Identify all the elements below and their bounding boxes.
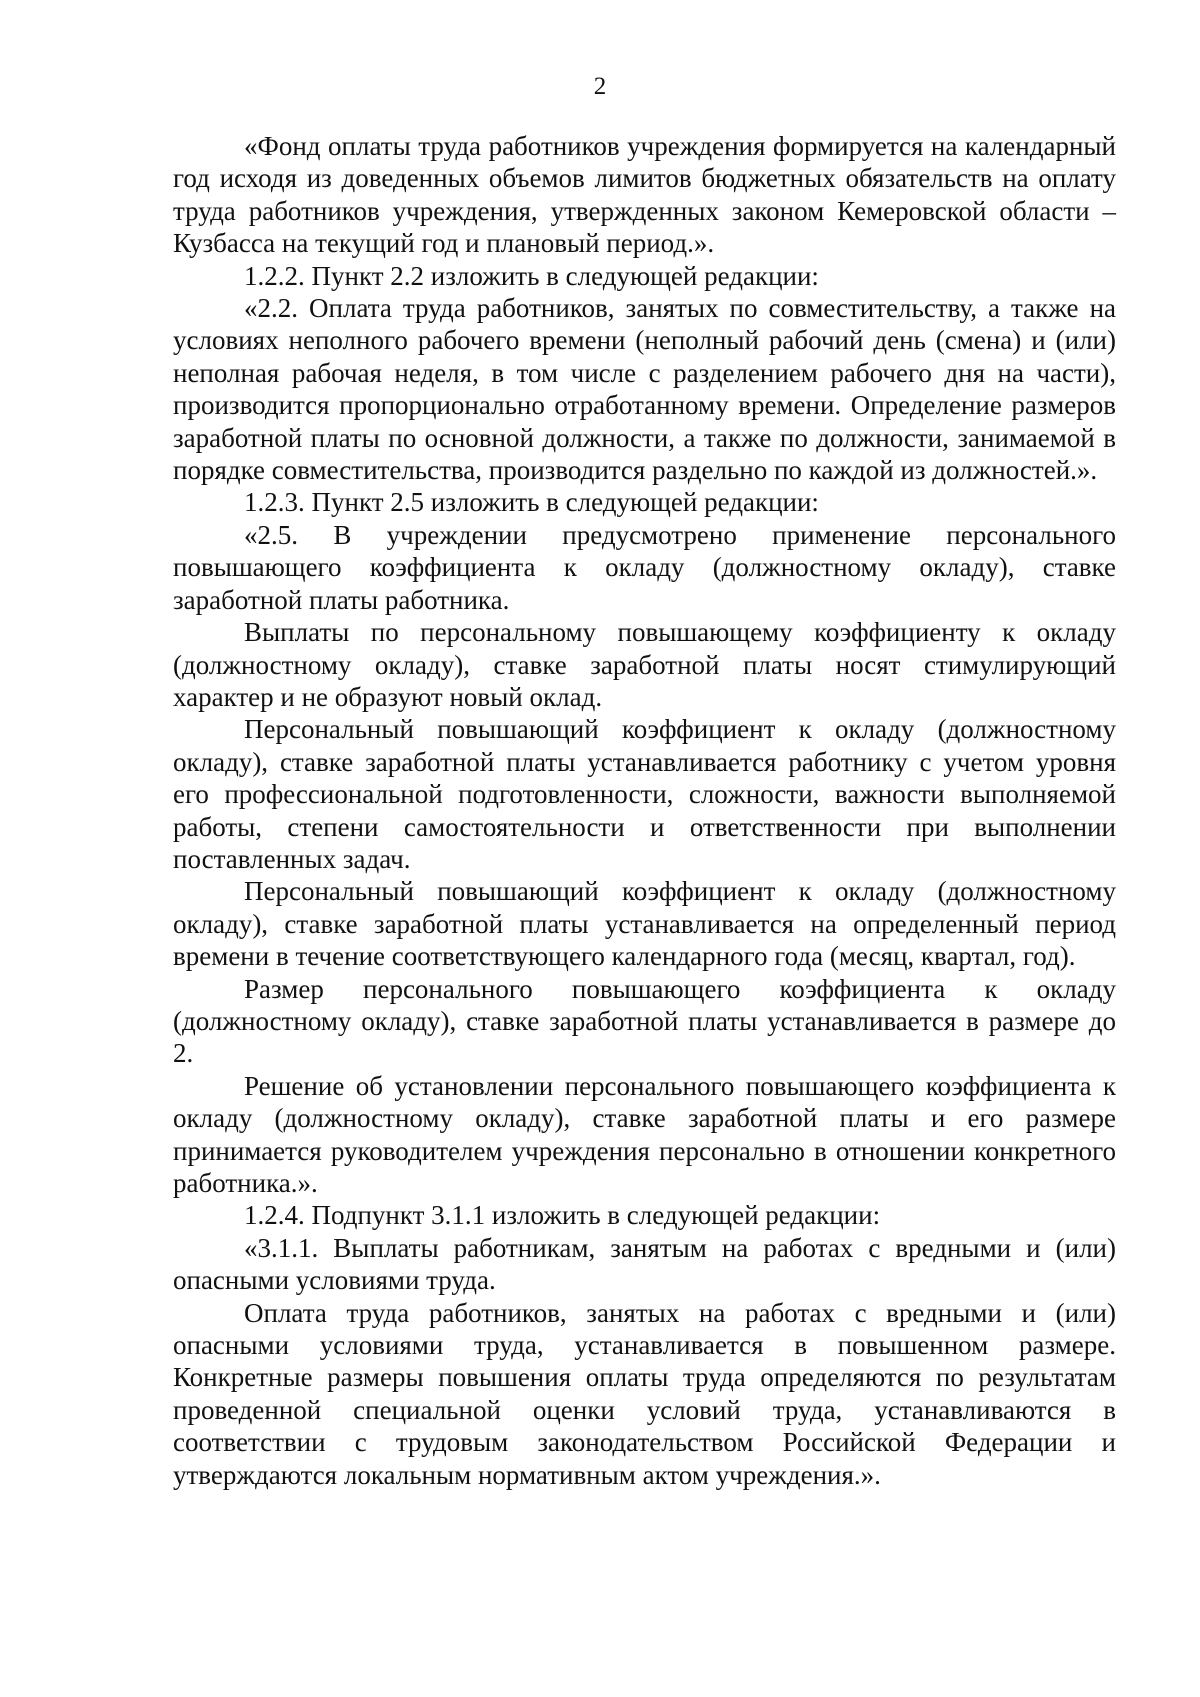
paragraph-coefficient-payments: Выплаты по персональному повышающему коэффициенту к окладу (должностному окладу), ставке заработной платы носят стимулирующий характер и не образуют новый оклад. [173, 617, 1116, 712]
paragraph-wage-fund: «Фонд оплаты труда работников учреждения формируется на календарный год исходя из доведенных объемов лимитов бюджетных обязательств на оплату труда работников учреждения, утвержденных законом Кемеровской области – Кузбасса на текущий год и плановый период.». [173, 131, 1116, 259]
paragraph-hazardous-work-pay: Оплата труда работников, занятых на работах с вредными и (или) опасными условиями труда, устанавливается в повышенном размере. Конкретные размеры повышения оплаты труда определяются по результатам проведенной специальной оценки условий труда, устанавливаются в соответствии с трудовым законодательством Российской Федерации и утверждаются локальным нормативным актом учреждения.». [173, 1297, 1116, 1490]
paragraph-2-5-personal-coefficient: «2.5. В учреждении предусмотрено применение персонального повышающего коэффициента к окладу (должностному окладу), ставке заработной платы работника. [173, 519, 1116, 615]
page-number: 2 [593, 73, 607, 100]
paragraph-coefficient-decision: Решение об установлении персонального повышающего коэффициента к окладу (должностному окладу), ставке заработной платы и его размере принимается руководителем учреждения персонально в отношении конкретного работника.». [173, 1070, 1116, 1198]
paragraph-1-2-3-heading: 1.2.3. Пункт 2.5 изложить в следующей редакции: [244, 487, 819, 518]
document-body [173, 130, 1116, 1491]
paragraph-coefficient-criteria: Персональный повышающий коэффициент к окладу (должностному окладу), ставке заработной платы устанавливается работнику с учетом уровня его профессиональной подготовленности, сложности, важности выполняемой работы, степени самостоятельности и ответственности при выполнении поставленных задач. [173, 714, 1116, 874]
paragraph-1-2-2-heading: 1.2.2. Пункт 2.2 изложить в следующей редакции: [244, 260, 819, 291]
paragraph-coefficient-period: Персональный повышающий коэффициент к окладу (должностному окладу), ставке заработной платы устанавливается на определенный период времени в течение соответствующего календарного года (месяц, квартал, год). [173, 876, 1116, 972]
paragraph-coefficient-size: Размер персонального повышающего коэффициента к окладу (должностному окладу), ставке заработной платы устанавливается в размере до 2. [173, 973, 1116, 1069]
paragraph-1-2-4-heading: 1.2.4. Подпункт 3.1.1 изложить в следующей редакции: [244, 1200, 881, 1231]
paragraph-2-2-part-time-pay: «2.2. Оплата труда работников, занятых по совместительству, а также на условиях неполного рабочего времени (неполный рабочий день (смена) и (или) неполная рабочая неделя, в том числе с разделением рабочего дня на части), производится пропорционально отработанному времени. Определение размеров заработной платы по основной должности, а также по должности, занимаемой в порядке совместительства, производится раздельно по каждой из должностей.». [173, 293, 1116, 486]
paragraph-3-1-1-hazardous-work: «3.1.1. Выплаты работникам, занятым на работах с вредными и (или) опасными условиями труда. [173, 1232, 1116, 1296]
